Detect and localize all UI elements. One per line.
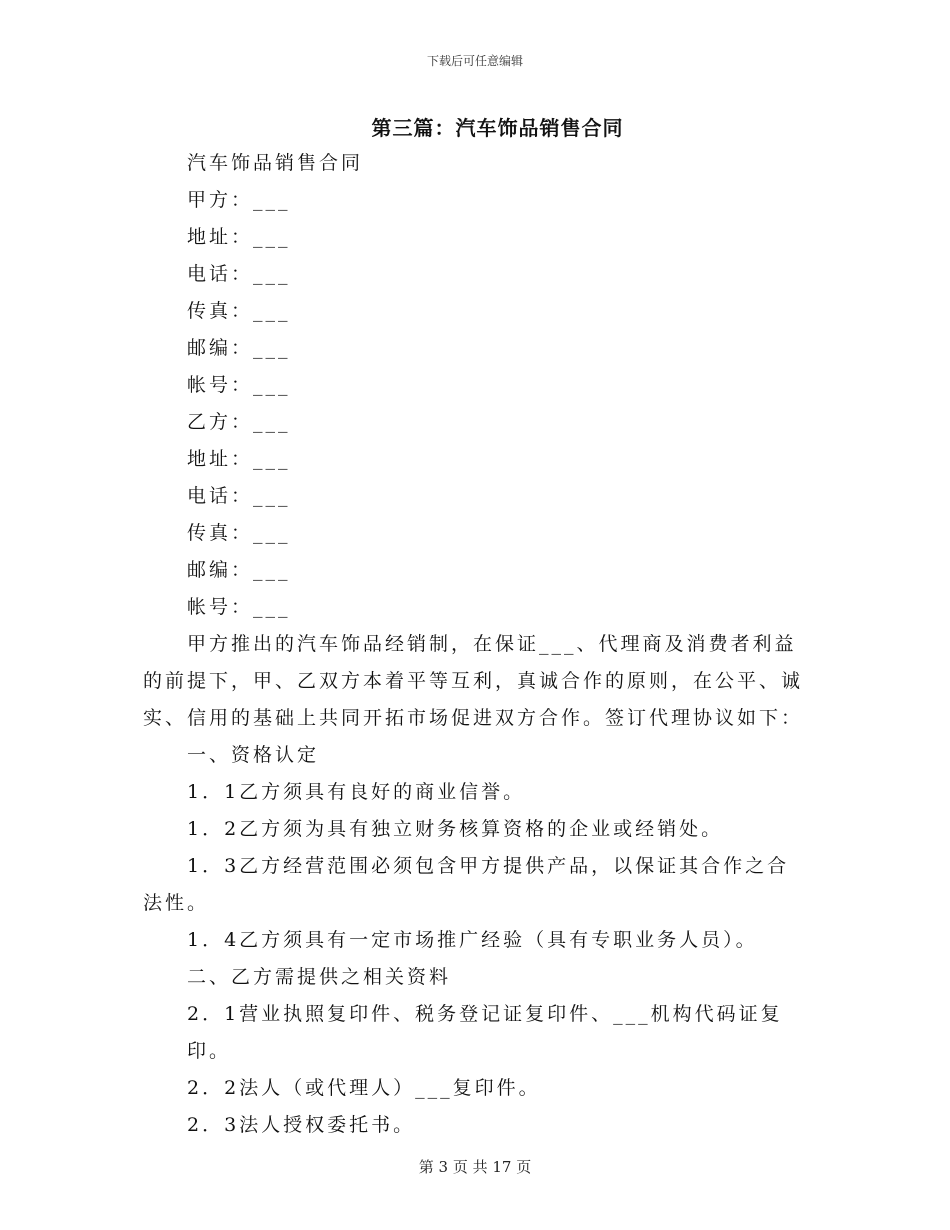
clause-2-3: 2．3法人授权委托书。 [187,1114,416,1136]
clause-1-3: 1．3乙方经营范围必须包含甲方提供产品，以保证其合作之合法性。 [143,855,790,914]
document-title: 第三篇：汽车饰品销售合同 [371,116,624,140]
clause-1-1: 1．1乙方须具有良好的商业信誉。 [187,781,526,803]
party-a-account: 帐号：___ [187,374,291,396]
page-header: 下载后可任意编辑 [426,54,523,68]
party-a-fax: 传真：___ [187,300,291,322]
party-b-postcode: 邮编：___ [187,559,291,581]
document-body [143,145,808,1144]
party-a-phone: 电话：___ [187,263,291,285]
party-b-account: 帐号：___ [187,596,291,618]
clause-1-4: 1．4乙方须具有一定市场推广经验（具有专职业务人员）。 [187,929,758,951]
party-a-address: 地址：___ [187,226,291,248]
party-a-label: 甲方：___ [187,189,291,211]
section-heading-2: 二、乙方需提供之相关资料 [187,966,452,988]
party-b-fax: 传真：___ [187,522,291,544]
page-footer: 第 3 页 共 17 页 [418,1158,532,1176]
party-b-address: 地址：___ [187,448,291,470]
contract-name: 汽车饰品销售合同 [187,152,364,174]
party-b-label: 乙方：___ [187,411,291,433]
section-heading-1: 一、资格认定 [187,744,320,766]
intro-paragraph: 甲方推出的汽车饰品经销制，在保证___、代理商及消费者利益的前提下，甲、乙双方本着平等互利，真诚合作的原则，在公平、诚实、信用的基础上共同开拓市场促进双方合作。签订代理协议如下： [143,633,804,729]
clause-1-2: 1．2乙方须为具有独立财务核算资格的企业或经销处。 [187,818,724,840]
clause-2-1: 2．1营业执照复印件、税务登记证复印件、___机构代码证复印。 [187,1003,783,1062]
party-a-postcode: 邮编：___ [187,337,291,359]
clause-2-2: 2．2法人（或代理人）___复印件。 [187,1077,541,1099]
party-b-phone: 电话：___ [187,485,291,507]
